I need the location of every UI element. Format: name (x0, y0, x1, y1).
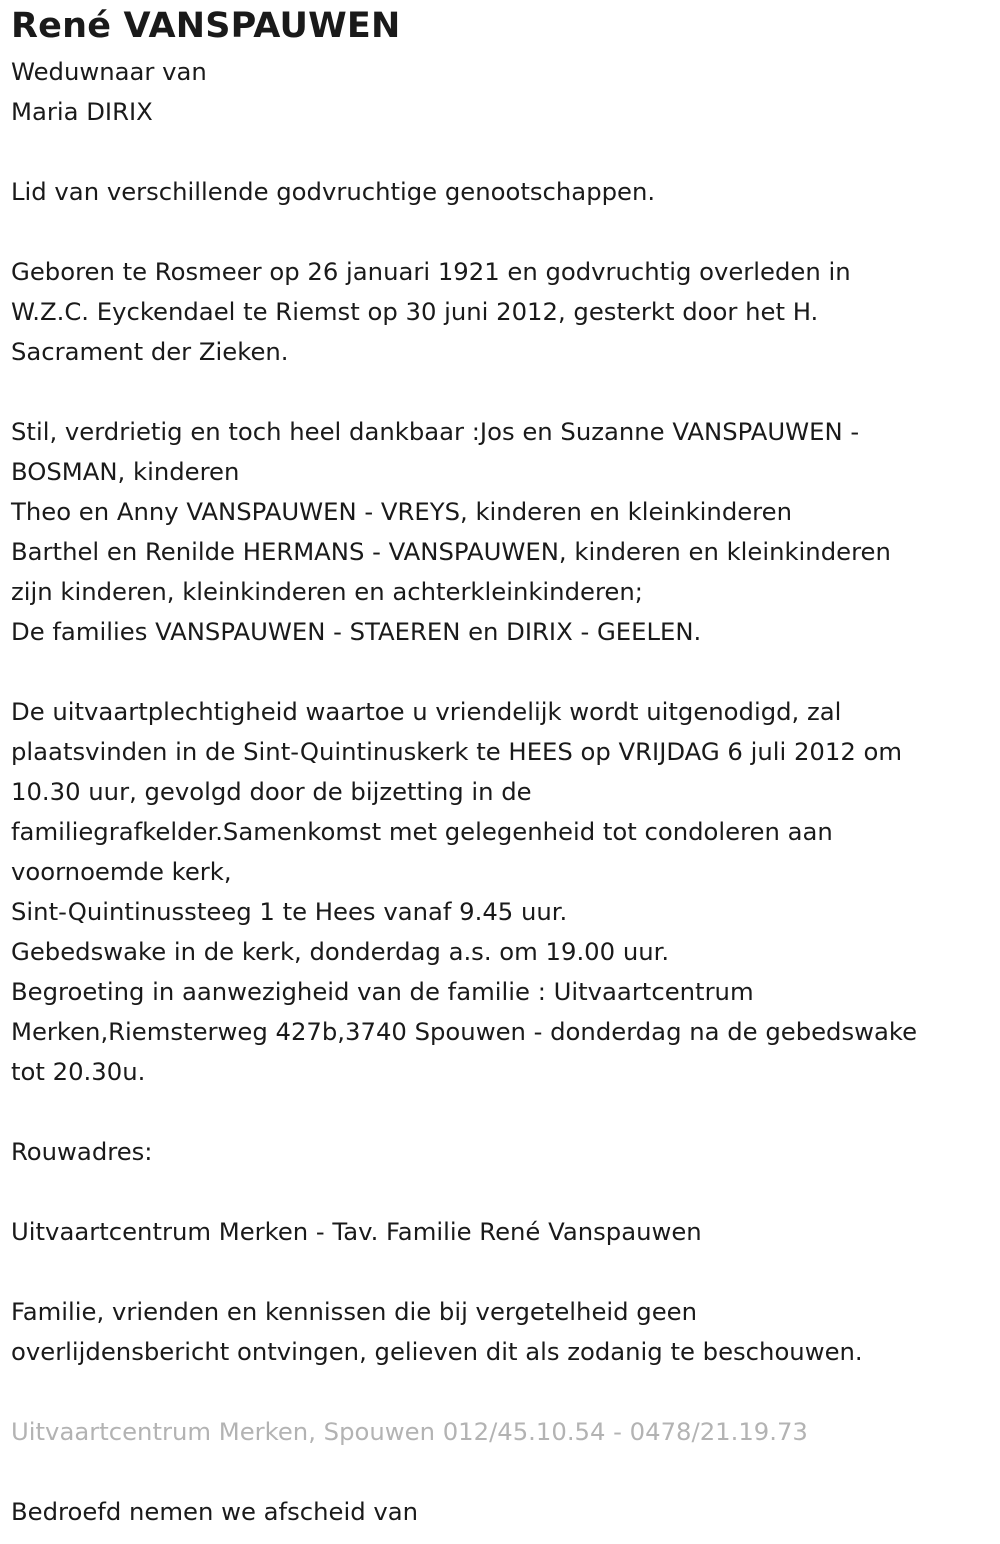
family-line: Barthel en Renilde HERMANS - VANSPAUWEN, kinderen en kleinkinderen (11, 537, 891, 566)
membership-text: Lid van verschillende godvruchtige genootschappen. (11, 177, 656, 206)
closing-note-line: Familie, vrienden en kennissen die bij vergetelheid geen (11, 1297, 698, 1326)
ceremony-line: Gebedswake in de kerk, donderdag a.s. om 19.00 uur. (11, 937, 670, 966)
family-line: zijn kinderen, kleinkinderen en achterkleinkinderen; (11, 577, 643, 606)
spacer (11, 1092, 996, 1132)
family-line: De families VANSPAUWEN - STAEREN en DIRIX - GEELEN. (11, 617, 702, 646)
ceremony-line: 10.30 uur, gevolgd door de bijzetting in de (11, 777, 532, 806)
ceremony-line: Begroeting in aanwezigheid van de familie : Uitvaartcentrum (11, 977, 754, 1006)
ceremony-line: plaatsvinden in de Sint-Quintinuskerk te HEES op VRIJDAG 6 juli 2012 om (11, 737, 903, 766)
widower-label: Weduwnaar van (11, 57, 207, 86)
farewell-text: Bedroefd nemen we afscheid van (11, 1497, 419, 1526)
ceremony-line: Merken,Riemsterweg 427b,3740 Spouwen - donderdag na de gebedswake (11, 1017, 918, 1046)
spacer (11, 1252, 996, 1292)
family-line: Theo en Anny VANSPAUWEN - VREYS, kinderen en kleinkinderen (11, 497, 792, 526)
spacer (11, 1452, 996, 1492)
ceremony-line: De uitvaartplechtigheid waartoe u vriendelijk wordt uitgenodigd, zal (11, 697, 842, 726)
ceremony-line: voornoemde kerk, (11, 857, 232, 886)
spacer (11, 372, 996, 412)
birth-death-line: W.Z.C. Eyckendael te Riemst op 30 juni 2012, gesterkt door het H. (11, 297, 819, 326)
spacer (11, 1172, 996, 1212)
spacer (11, 1372, 996, 1412)
spacer (11, 132, 996, 172)
birth-death-line: Geboren te Rosmeer op 26 januari 1921 en godvruchtig overleden in (11, 257, 851, 286)
family-line: Stil, verdrietig en toch heel dankbaar :Jos en Suzanne VANSPAUWEN - (11, 417, 860, 446)
mourning-address-label: Rouwadres: (11, 1137, 153, 1166)
birth-death-line: Sacrament der Zieken. (11, 337, 289, 366)
obituary-notice (11, 0, 996, 1532)
ceremony-line: tot 20.30u. (11, 1057, 146, 1086)
spacer (11, 652, 996, 692)
deceased-name: René VANSPAUWEN (11, 6, 401, 46)
ceremony-line: familiegrafkelder.Samenkomst met gelegenheid tot condoleren aan (11, 817, 833, 846)
spacer (11, 212, 996, 252)
funeral-home-contact: Uitvaartcentrum Merken, Spouwen 012/45.10.54 - 0478/21.19.73 (11, 1417, 808, 1446)
spouse-name: Maria DIRIX (11, 97, 153, 126)
mourning-address: Uitvaartcentrum Merken - Tav. Familie René Vanspauwen (11, 1217, 702, 1246)
closing-note-line: overlijdensbericht ontvingen, gelieven dit als zodanig te beschouwen. (11, 1337, 863, 1366)
family-line: BOSMAN, kinderen (11, 457, 240, 486)
ceremony-line: Sint-Quintinussteeg 1 te Hees vanaf 9.45 uur. (11, 897, 568, 926)
